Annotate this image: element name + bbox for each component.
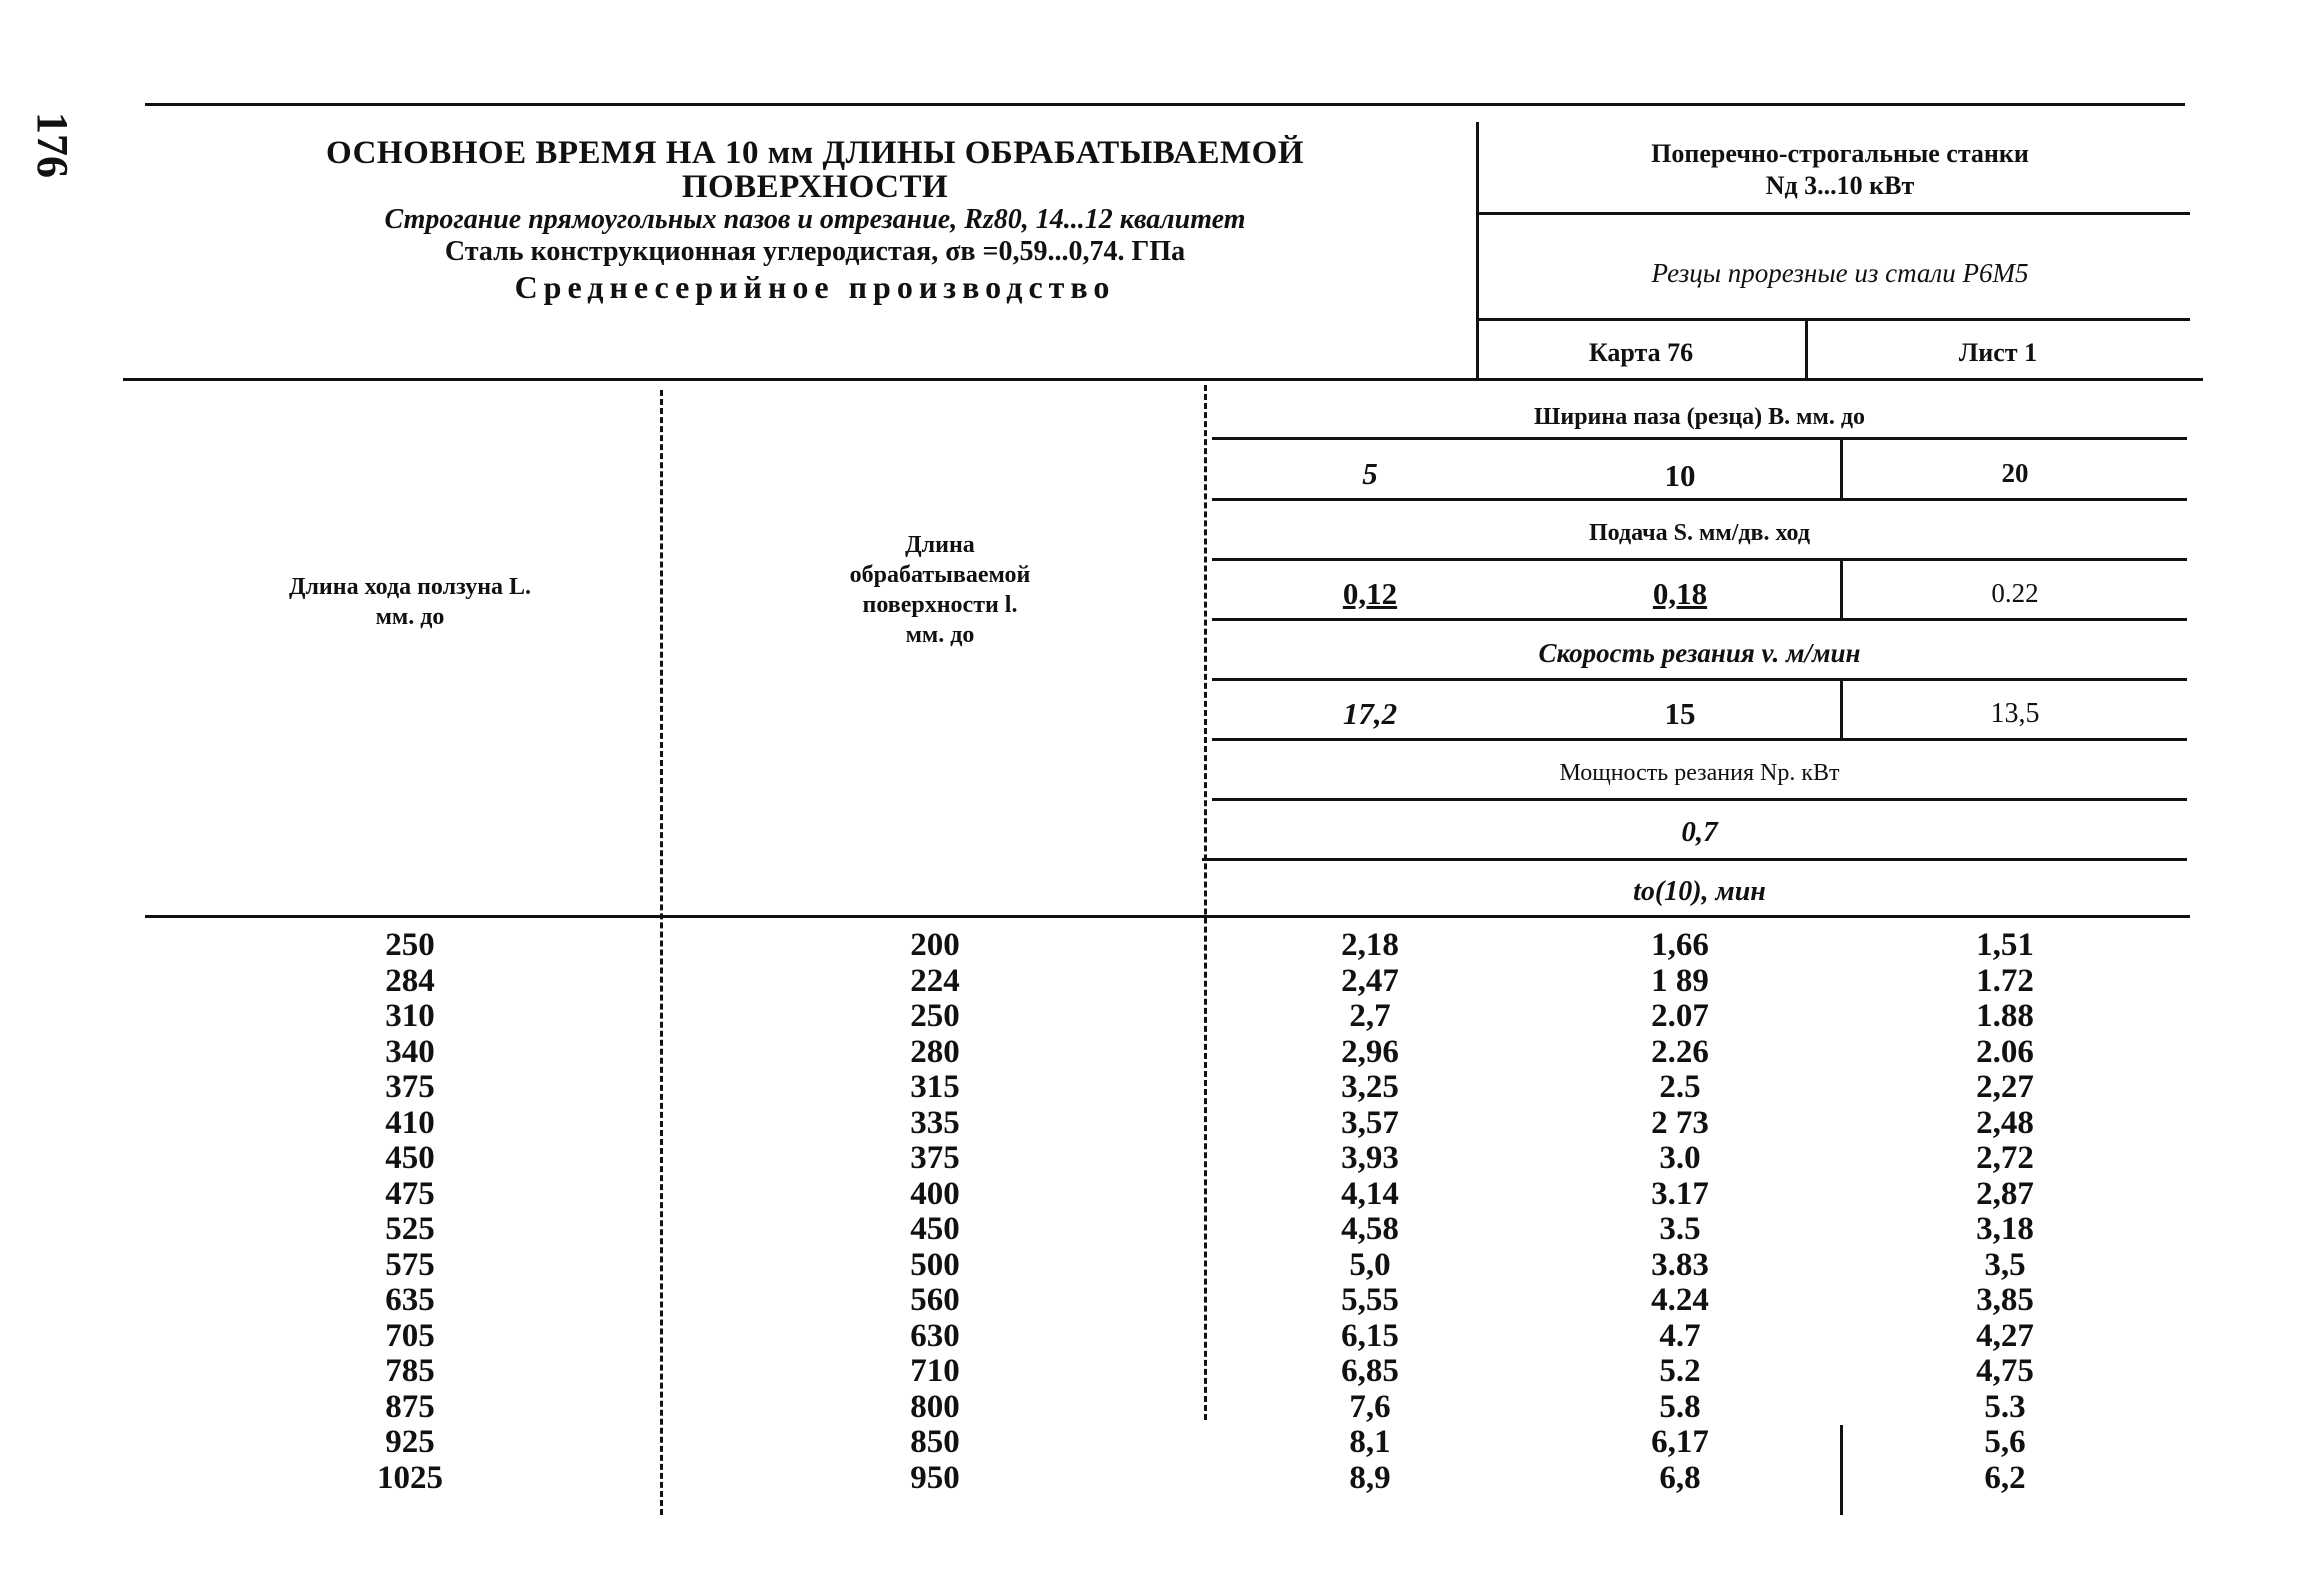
surface-length-cell: 850 (910, 1424, 960, 1460)
time-w5-cell: 3,57 (1341, 1104, 1399, 1141)
time-w20-cell: 3,5 (1984, 1246, 2026, 1283)
rule-power-value (1202, 858, 2187, 861)
time-w20-cell: 3,18 (1976, 1211, 2034, 1247)
time-label: tо(10), мин (1633, 876, 1766, 907)
stroke-length-column (330, 928, 490, 1496)
time-w5-cell: 7,6 (1349, 1388, 1391, 1425)
rule-feed (1212, 558, 2187, 561)
surface-length-cell: 280 (910, 1033, 960, 1070)
stroke-length-cell: 705 (385, 1317, 435, 1354)
machine-power: Nд 3...10 кВт (1765, 171, 1915, 200)
time-w5-cell: 2,7 (1349, 998, 1391, 1034)
surface-length-cell: 224 (910, 962, 960, 999)
time-w20-cell: 2,27 (1976, 1069, 2034, 1105)
time-w20-cell: 5.3 (1984, 1388, 2026, 1425)
time-w10-cell: 1 89 (1651, 962, 1709, 999)
time-w10-cell: 2.07 (1651, 998, 1709, 1034)
surface-length-cell: 335 (910, 1104, 960, 1141)
title-production: Среднесерийное производство (514, 269, 1116, 305)
stroke-length-cell: 785 (385, 1353, 435, 1389)
stroke-length-header (180, 572, 640, 632)
surface-length-cell: 950 (910, 1459, 960, 1496)
time-w20-cell: 2,87 (1976, 1175, 2034, 1212)
time-w5-cell: 2,96 (1341, 1033, 1399, 1070)
width-divider (1840, 438, 1843, 498)
time-w5-cell: 4,58 (1341, 1211, 1399, 1247)
stroke-length-cell: 1025 (377, 1459, 443, 1496)
page-number: 176 (28, 112, 77, 178)
time-w5-cell: 2,18 (1341, 927, 1399, 963)
rule-power (1212, 798, 2187, 801)
stroke-length-cell: 340 (385, 1033, 435, 1070)
speed-20: 13,5 (1990, 698, 2040, 729)
title-line1: ОСНОВНОЕ ВРЕМЯ НА 10 мм ДЛИНЫ ОБРАБАТЫВАЕМОЙ (326, 135, 1304, 171)
table-header-rule (145, 915, 2190, 918)
time-w5-cell: 3,93 (1341, 1140, 1399, 1176)
time-w5-cell: 4,14 (1341, 1175, 1399, 1212)
time-w10-cell: 1,66 (1651, 927, 1709, 963)
time-w20-cell: 1,51 (1976, 927, 2034, 963)
col-divider-2 (1204, 385, 1207, 1420)
rule-speed (1212, 678, 2187, 681)
time-w5-cell: 5,0 (1349, 1246, 1391, 1283)
stroke-length-cell: 375 (385, 1069, 435, 1105)
stroke-length-cell: 575 (385, 1246, 435, 1283)
right-block-rule-1 (1476, 212, 2190, 215)
time-w5-cell: 8,9 (1349, 1459, 1391, 1496)
stroke-length-cell: 475 (385, 1175, 435, 1212)
time-w10-cell: 2.26 (1651, 1033, 1709, 1070)
speed-10: 15 (1664, 696, 1696, 731)
top-rule (145, 103, 2185, 106)
width-label: Ширина паза (резца) В. мм. до (1534, 404, 1865, 430)
stroke-length-cell: 250 (385, 927, 435, 963)
time-w20-cell: 5,6 (1984, 1424, 2026, 1460)
time-w20-cell: 4,27 (1976, 1317, 2034, 1354)
power-label: Мощность резания Nр. кВт (1559, 760, 1840, 786)
stroke-length-cell: 525 (385, 1211, 435, 1247)
title-line2: ПОВЕРХНОСТИ (681, 169, 949, 205)
surface-length-header-line2: обрабатываемой (849, 562, 1031, 588)
time-w5-cell: 2,47 (1341, 962, 1399, 999)
card-number: Карта 76 (1588, 338, 1694, 367)
header-bottom-rule (123, 378, 2203, 381)
surface-length-cell: 560 (910, 1282, 960, 1318)
surface-length-cell: 630 (910, 1317, 960, 1354)
title-block (150, 136, 1480, 306)
time-w5-cell: 6,15 (1341, 1317, 1399, 1354)
stroke-length-cell: 635 (385, 1282, 435, 1318)
stroke-length-cell: 410 (385, 1104, 435, 1141)
right-block-rule-2 (1476, 318, 2190, 321)
time-w10-cell: 3.5 (1659, 1211, 1701, 1247)
time-w10-cell: 3.83 (1651, 1246, 1709, 1283)
machine-line1: Поперечно-строгальные станки (1651, 139, 2029, 168)
speed-divider (1840, 678, 1843, 738)
feed-label: Подача S. мм/дв. ход (1588, 520, 1811, 546)
stroke-length-cell: 925 (385, 1424, 435, 1460)
feed-20: 0.22 (1991, 578, 2039, 608)
surface-length-header-line3: поверхности l. (862, 592, 1018, 618)
time-w10-cell: 4.24 (1651, 1282, 1709, 1318)
speed-5: 17,2 (1342, 696, 1398, 731)
rule-widths (1212, 498, 2187, 501)
time-w20-cell: 2,48 (1976, 1104, 2034, 1141)
speed-label: Скорость резания v. м/мин (1538, 638, 1861, 668)
title-operation: Строгание прямоугольных пазов и отрезание, Rz80, 14...12 квалитет (384, 204, 1246, 235)
time-w20-cell: 2,72 (1976, 1140, 2034, 1176)
title-material: Сталь конструкционная углеродистая, σв =0,59...0,74. ГПа (444, 236, 1186, 267)
surface-length-cell: 450 (910, 1211, 960, 1247)
feed-5: 0,12 (1342, 576, 1398, 611)
feed-divider (1840, 558, 1843, 618)
stroke-length-cell: 450 (385, 1140, 435, 1176)
time-w20-cell: 1.72 (1976, 962, 2034, 999)
time-w5-cell: 6,85 (1341, 1353, 1399, 1389)
time-w20-cell: 1.88 (1976, 998, 2034, 1034)
surface-length-cell: 375 (910, 1140, 960, 1176)
tool-description: Резцы прорезные из стали Р6М5 (1651, 258, 2029, 288)
feed-10: 0,18 (1652, 576, 1708, 611)
time-w10-cell: 2.5 (1659, 1069, 1701, 1105)
rule-speeds (1212, 738, 2187, 741)
time-w10-cell: 6,8 (1659, 1459, 1701, 1496)
surface-length-header-line4: мм. до (905, 622, 975, 648)
time-width-5-column (1300, 928, 1440, 1496)
surface-length-cell: 400 (910, 1175, 960, 1212)
time-w10-cell: 4.7 (1659, 1317, 1701, 1354)
time-w5-cell: 5,55 (1341, 1282, 1399, 1318)
time-w10-cell: 3.0 (1659, 1140, 1701, 1176)
time-w20-cell: 6,2 (1984, 1459, 2026, 1496)
surface-length-header-line1: Длина (905, 532, 975, 558)
col-divider-3 (1840, 1425, 1843, 1515)
width-10: 10 (1664, 458, 1696, 493)
time-width-10-column (1610, 928, 1750, 1496)
rule-feeds (1212, 618, 2187, 621)
time-w10-cell: 3.17 (1651, 1175, 1709, 1212)
time-width-20-column (1935, 928, 2075, 1496)
surface-length-cell: 500 (910, 1246, 960, 1283)
surface-length-cell: 800 (910, 1388, 960, 1425)
power-value: 0,7 (1681, 816, 1718, 848)
stroke-length-cell: 310 (385, 998, 435, 1034)
time-w10-cell: 2 73 (1651, 1104, 1709, 1141)
surface-length-cell: 710 (910, 1353, 960, 1389)
surface-length-column (855, 928, 1015, 1496)
time-w5-cell: 3,25 (1341, 1069, 1399, 1105)
surface-length-header (690, 530, 1190, 650)
stroke-length-cell: 284 (385, 962, 435, 999)
width-5: 5 (1362, 456, 1378, 491)
time-w10-cell: 5.8 (1659, 1388, 1701, 1425)
stroke-length-header-line2: мм. до (375, 604, 445, 630)
stroke-length-header-line1: Длина хода ползуна L. (288, 574, 532, 600)
rule-width (1212, 437, 2187, 440)
time-w10-cell: 5.2 (1659, 1353, 1701, 1389)
width-20: 20 (2001, 458, 2029, 488)
time-w20-cell: 2.06 (1976, 1033, 2034, 1070)
sheet-number: Лист 1 (1958, 338, 2038, 367)
stroke-length-cell: 875 (385, 1388, 435, 1425)
machine-type (1490, 138, 2190, 202)
surface-length-cell: 200 (910, 927, 960, 963)
time-w10-cell: 6,17 (1651, 1424, 1709, 1460)
col-divider-1 (660, 390, 663, 1515)
time-w5-cell: 8,1 (1349, 1424, 1391, 1460)
surface-length-cell: 250 (910, 998, 960, 1034)
time-w20-cell: 3,85 (1976, 1282, 2034, 1318)
surface-length-cell: 315 (910, 1069, 960, 1105)
time-w20-cell: 4,75 (1976, 1353, 2034, 1389)
